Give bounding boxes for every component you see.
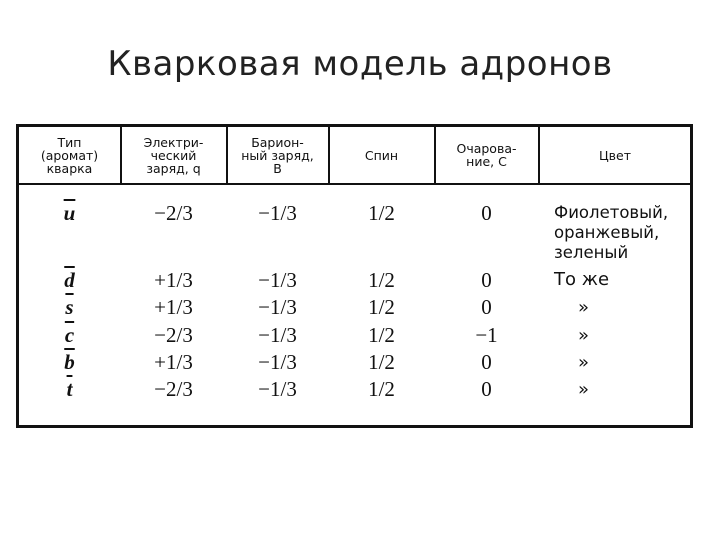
charm-value: 0 bbox=[481, 350, 492, 374]
color-value: » bbox=[578, 352, 590, 373]
quark-table bbox=[16, 124, 693, 428]
spin-value: 1/2 bbox=[368, 350, 395, 374]
quark-symbol: $\overline{d}$ bbox=[64, 268, 75, 292]
baryon-value: −1/3 bbox=[258, 268, 297, 292]
quark-symbol: $\overline{c}$ bbox=[64, 323, 75, 347]
quark-symbol: $\overline{b}$ bbox=[64, 350, 75, 374]
color-value: » bbox=[578, 379, 590, 400]
charm-value: 0 bbox=[481, 295, 492, 319]
header-baryon-charge: Барион- ный заряд, B bbox=[241, 134, 314, 176]
header-color: Цвет bbox=[598, 147, 632, 163]
header-divider bbox=[16, 183, 693, 185]
baryon-value: −1/3 bbox=[258, 323, 297, 347]
spin-value: 1/2 bbox=[368, 377, 395, 401]
quark-symbol: $\overline{s}$ bbox=[65, 295, 74, 319]
quark-symbol: $\overline{u}$ bbox=[63, 201, 76, 225]
spin-value: 1/2 bbox=[368, 268, 395, 292]
color-value: » bbox=[578, 325, 590, 346]
header-spin: Спин bbox=[364, 147, 399, 163]
charm-value: 0 bbox=[481, 377, 492, 401]
charge-value: −2/3 bbox=[154, 377, 193, 401]
quark-symbol: $\overline{t}$ bbox=[66, 377, 73, 401]
charge-value: +1/3 bbox=[154, 268, 193, 292]
charm-value: −1 bbox=[475, 323, 498, 347]
baryon-value: −1/3 bbox=[258, 350, 297, 374]
charm-value: 0 bbox=[481, 201, 492, 225]
charm-value: 0 bbox=[481, 268, 492, 292]
charge-value: +1/3 bbox=[154, 350, 193, 374]
charge-value: −2/3 bbox=[154, 201, 193, 225]
color-value: То же bbox=[554, 269, 610, 290]
table-border-top bbox=[16, 124, 693, 127]
baryon-value: −1/3 bbox=[258, 377, 297, 401]
spin-value: 1/2 bbox=[368, 201, 395, 225]
spin-value: 1/2 bbox=[368, 323, 395, 347]
color-value: Фиолетовый, оранжевый, зеленый bbox=[554, 203, 669, 262]
charge-value: −2/3 bbox=[154, 323, 193, 347]
table-border-left bbox=[16, 124, 19, 428]
header-charm: Очарова- ние, C bbox=[456, 141, 517, 169]
baryon-value: −1/3 bbox=[258, 201, 297, 225]
table-border-bottom bbox=[16, 425, 693, 428]
charge-value: +1/3 bbox=[154, 295, 193, 319]
baryon-value: −1/3 bbox=[258, 295, 297, 319]
header-quark-type: Тип (аромат) кварка bbox=[40, 134, 99, 176]
header-electric-charge: Электри- ческий заряд, q bbox=[143, 134, 204, 176]
spin-value: 1/2 bbox=[368, 295, 395, 319]
color-value: » bbox=[578, 297, 590, 318]
slide-title: Кварковая модель адронов bbox=[107, 44, 613, 84]
